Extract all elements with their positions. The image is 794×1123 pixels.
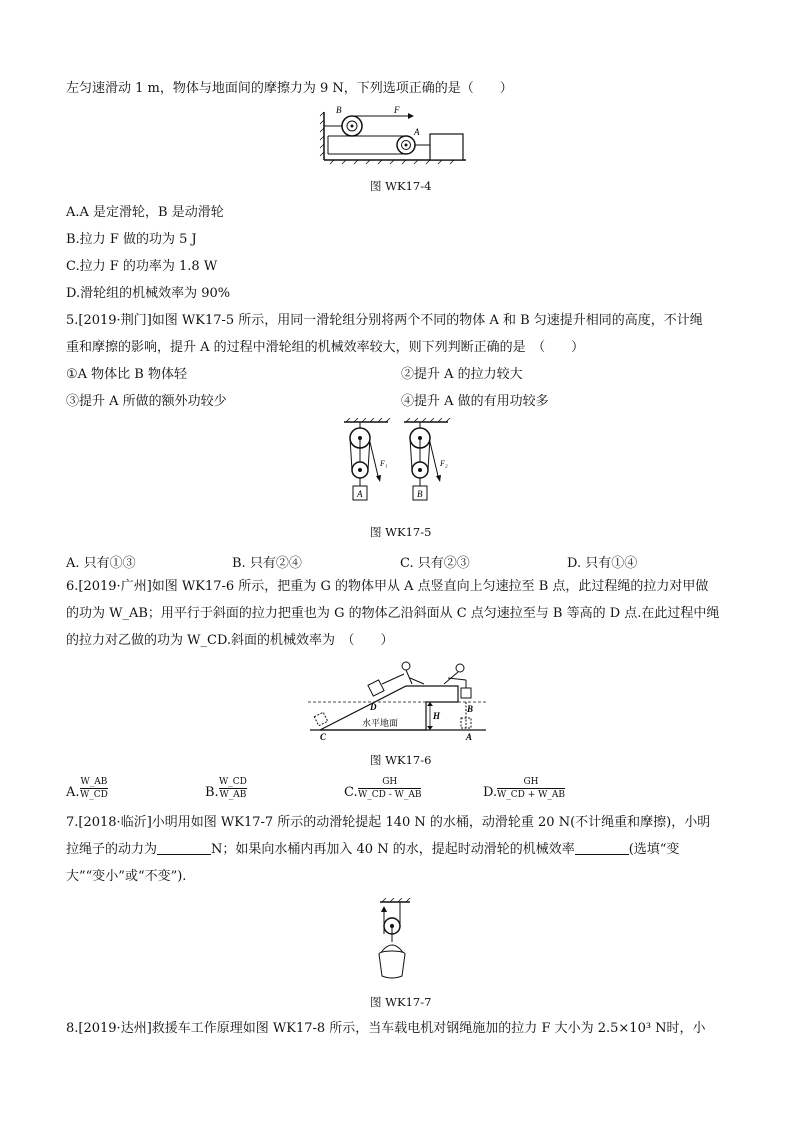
figure-wk17-4: [318, 104, 468, 166]
fig4-label-b: B: [336, 105, 342, 115]
fig6-label-d: D: [370, 702, 377, 712]
q5-statement-1: ①A 物体比 B 物体轻: [66, 367, 187, 382]
fraction-numerator: W_CD: [219, 777, 247, 787]
answer-blank-force[interactable]: [157, 842, 211, 855]
q8-stem-line1: 8.[2019·达州]救援车工作原理如图 WK17-8 所示，当车载电机对钢绳施加的拉力 F 大小为 2.5×10³ N时，小: [66, 1021, 706, 1036]
q4-stem: 左匀速滑动 1 m，物体与地面间的摩擦力为 9 N，下列选项正确的是（ ）: [66, 81, 513, 96]
q5-statement-4: ④提升 A 做的有用功较多: [401, 394, 549, 409]
q6-option-d-letter[interactable]: D.: [483, 785, 498, 800]
q4-option-c[interactable]: C.拉力 F 的功率为 1.8 W: [66, 259, 218, 274]
q6-option-c-fraction: [358, 777, 421, 800]
q5-statement-3: ③提升 A 所做的额外功较少: [66, 394, 227, 409]
fraction-numerator: GH: [523, 777, 539, 787]
fig6-label-b: B: [467, 704, 474, 714]
q6-option-c-letter[interactable]: C.: [344, 785, 358, 800]
figure-wk17-6: [306, 656, 490, 742]
caption-wk17-4: 图 WK17-4: [370, 179, 432, 193]
fig6-label-a: A: [466, 732, 473, 742]
q6-option-d-fraction: [497, 777, 565, 800]
q5-stem-line2: 重和摩擦的影响，提升 A 的过程中滑轮组的机械效率较大，则下列判断正确的是 （ ）: [66, 340, 585, 355]
figure-wk17-5: [340, 418, 460, 514]
q7-stem-line1: 7.[2018·临沂]小明用如图 WK17-7 所示的动滑轮提起 140 N 的水桶，动滑轮重 20 N(不计绳重和摩擦)，小明: [66, 815, 711, 830]
q7-stem-line2-part3: (选填“变: [628, 842, 680, 857]
fig5-label-f2: F₂: [440, 459, 448, 468]
q4-option-a[interactable]: A.A 是定滑轮，B 是动滑轮: [66, 205, 224, 220]
figure-wk17-7: [370, 898, 420, 986]
q7-stem-line2: [66, 842, 679, 858]
q4-option-d[interactable]: D.滑轮组的机械效率为 90%: [66, 286, 231, 301]
fig4-label-f: F: [394, 105, 400, 115]
fraction-denominator: W_CD: [80, 790, 108, 800]
caption-wk17-5: 图 WK17-5: [370, 525, 432, 539]
fraction-denominator: W_CD + W_AB: [497, 790, 565, 800]
q5-option-b[interactable]: B. 只有②④: [232, 556, 302, 571]
q6-stem-line3: 的拉力对乙做的功为 W_CD.斜面的机械效率为 （ ）: [66, 633, 394, 648]
q6-stem-line2: 的功为 W_AB；用平行于斜面的拉力把重也为 G 的物体乙沿斜面从 C 点匀速拉至与 B 等高的 D 点.在此过程中绳: [66, 606, 720, 621]
q5-option-d[interactable]: D. 只有①④: [567, 556, 638, 571]
q7-stem-line3: 大”“变小”或“不变”).: [66, 869, 187, 884]
q4-option-b[interactable]: B.拉力 F 做的功为 5 J: [66, 232, 197, 247]
fig6-label-c: C: [320, 732, 327, 742]
q5-option-c[interactable]: C. 只有②③: [400, 556, 470, 571]
answer-blank-efficiency[interactable]: [575, 842, 629, 855]
fig5-label-f1: F₁: [380, 459, 388, 468]
fraction-denominator: W_AB: [219, 790, 247, 800]
q6-option-a-fraction: [80, 777, 108, 800]
fig4-label-a: A: [414, 127, 420, 137]
q5-stem-line1: 5.[2019·荆门]如图 WK17-5 所示，用同一滑轮组分别将两个不同的物体 A 和 B 匀速提升相同的高度，不计绳: [66, 313, 703, 328]
fig5-label-b: B: [417, 489, 423, 499]
fig6-label-ground: 水平地面: [362, 719, 399, 729]
fraction-denominator: W_CD - W_AB: [358, 790, 422, 800]
fraction-numerator: W_AB: [80, 777, 108, 787]
q6-stem-line1: 6.[2019·广州]如图 WK17-6 所示，把重为 G 的物体甲从 A 点竖直向上匀速拉至 B 点，此过程绳的拉力对甲做: [66, 579, 709, 594]
q5-statement-2: ②提升 A 的拉力较大: [401, 367, 523, 382]
q5-option-a[interactable]: A. 只有①③: [66, 556, 136, 571]
fig6-label-h: H: [433, 711, 441, 721]
fraction-numerator: GH: [382, 777, 398, 787]
q7-stem-line2-part2: N；如果向水桶内再加入 40 N 的水，提起时动滑轮的机械效率: [211, 842, 575, 857]
caption-wk17-6: 图 WK17-6: [370, 753, 432, 767]
q6-option-a-letter[interactable]: A.: [66, 785, 80, 800]
q6-option-b-fraction: [219, 777, 247, 800]
q6-option-b-letter[interactable]: B.: [205, 785, 219, 800]
caption-wk17-7: 图 WK17-7: [370, 995, 432, 1009]
fig5-label-a: A: [357, 489, 363, 499]
q7-stem-line2-part1: 拉绳子的动力为: [66, 842, 158, 857]
